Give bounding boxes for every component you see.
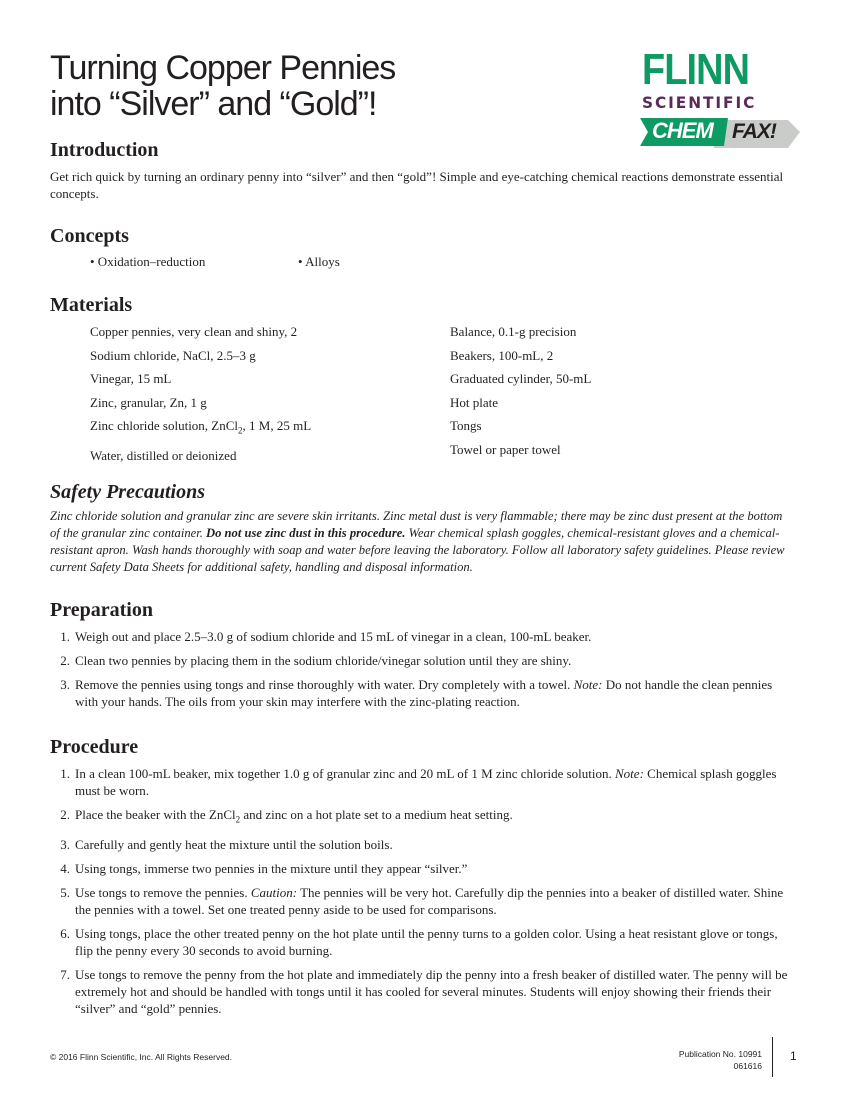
logo-fax: FAX! (732, 120, 776, 143)
material-item: Towel or paper towel (450, 441, 561, 457)
step-number: 1. (60, 766, 70, 781)
page-number: 1 (790, 1049, 797, 1063)
safety-text-part: Wear chemical splash goggles, chemical-resistant gloves and a chemical-resistant apron. Wash hands thoroughly with soap and water before leaving the laboratory. Follow all laboratory safety guidelines. Please review current Safety Data Sheets for additional safety, handling and disposal information. (50, 526, 785, 574)
step-number: 5. (60, 884, 70, 900)
introduction-text: Get rich quick by turning an ordinary penny into “silver” and then “gold”! Simple and eye-catching chemical reactions demonstrate essential concepts. (50, 169, 784, 201)
material-text: , 1 M, 25 mL (242, 418, 312, 434)
flinn-chemfax-logo (640, 45, 800, 152)
procedure-step (50, 765, 795, 799)
document-title (50, 50, 395, 122)
material-item: Hot plate (450, 394, 499, 410)
step-number: 4. (60, 860, 70, 876)
step-number: 2. (60, 807, 70, 822)
preparation-step (50, 628, 795, 645)
step-text: Clean two pennies by placing them in the sodium chloride/vinegar solution until they are shiny. (75, 653, 572, 668)
step-text: Using tongs, place the other treated penny on the hot plate until the penny turns to a golden color. Using a heat resistant glove or tongs, flip the penny every 30 seconds to avoid burning. (75, 925, 778, 958)
material-item: Tongs (450, 418, 482, 434)
concepts-heading: Concepts (50, 225, 129, 247)
material-item: Graduated cylinder, 50-mL (450, 371, 592, 387)
material-item: Zinc, granular, Zn, 1 g (90, 394, 207, 410)
concept-item: • Alloys (298, 254, 340, 269)
step-text: Chemical splash goggles must be worn. (75, 766, 777, 798)
procedure-step (50, 806, 795, 829)
logo-brand: FLINN (642, 45, 750, 94)
step-number: 2. (60, 653, 70, 668)
material-item: Sodium chloride, NaCl, 2.5–3 g (90, 347, 256, 363)
title-line-2: into “Silver” and “Gold”! (50, 85, 377, 123)
material-item: Copper pennies, very clean and shiny, 2 (90, 324, 298, 339)
step-number: 7. (60, 966, 70, 982)
preparation-step (50, 676, 795, 710)
procedure-step (50, 836, 795, 853)
materials-heading: Materials (50, 294, 133, 316)
step-text: In a clean 100-mL beaker, mix together 1.0 g of granular zinc and 20 mL of 1 M zinc chloride solution. (75, 766, 616, 781)
concept-item: • Oxidation–reduction (90, 254, 206, 269)
materials-list-right (450, 320, 591, 462)
material-item: Water, distilled or deionized (90, 447, 237, 463)
safety-text (50, 508, 790, 576)
safety-warning-bold: Do not use zinc dust in this procedure. (206, 526, 406, 540)
introduction-heading: Introduction (50, 139, 159, 161)
material-item: Vinegar, 15 mL (90, 371, 172, 387)
step-text: The pennies will be very hot. Carefully dip the pennies into a beaker of distilled water. Shine the pennies with a towel. Set one treated penny aside to be used for comparisons. (75, 884, 784, 917)
step-text: and zinc on a hot plate set to a medium heat setting. (240, 807, 513, 822)
step-text: Place the beaker with the ZnCl (75, 807, 236, 822)
procedure-step (50, 860, 795, 877)
step-number: 1. (60, 629, 70, 644)
safety-text-part: Zinc chloride solution and granular zinc are severe skin irritants. Zinc metal dust is very flammable; there may be zinc dust present at the bottom of the granular zinc container. (50, 509, 783, 540)
material-item (90, 414, 311, 443)
publication-number: Publication No. 10991 (678, 1049, 762, 1059)
step-note-label: Note: (573, 677, 603, 692)
logo-chem: CHEM (652, 118, 713, 143)
publication-code: 061616 (733, 1061, 762, 1071)
procedure-step (50, 966, 795, 1017)
copyright-notice: © 2016 Flinn Scientific, Inc. All Rights Reserved. (50, 1052, 233, 1062)
step-text: Using tongs, immerse two pennies in the mixture until they appear “silver.” (75, 860, 468, 876)
step-text: Do not handle the clean pennies with your hands. The oils from your skin may interfere with the zinc-plating reaction. (75, 677, 773, 709)
logo-subtitle: SCIENTIFIC (642, 93, 757, 112)
preparation-heading: Preparation (50, 599, 153, 621)
subscript: 2 (238, 425, 243, 436)
material-text: Zinc chloride solution, ZnCl (90, 418, 239, 434)
subscript: 2 (235, 814, 241, 825)
material-item: Beakers, 100-mL, 2 (450, 347, 554, 363)
procedure-heading: Procedure (50, 736, 139, 758)
procedure-step (50, 884, 795, 918)
preparation-step (50, 652, 795, 669)
materials-list-left (90, 320, 311, 467)
step-text: Use tongs to remove the penny from the hot plate and immediately dip the penny into a fresh beaker of distilled water. The penny will be extremely hot and should be handled with tongs until it has cooled for several minutes. Students will enjoy showing their friends their “silver” and “gold” pennies. (75, 966, 788, 1016)
safety-heading: Safety Precautions (50, 481, 205, 503)
material-item: Balance, 0.1-g precision (450, 324, 577, 339)
step-number: 3. (60, 836, 70, 852)
footer-divider (772, 1037, 773, 1077)
step-number: 3. (60, 677, 70, 692)
step-text: Use tongs to remove the pennies. (75, 884, 251, 900)
step-text: Remove the pennies using tongs and rinse thoroughly with water. Dry completely with a towel. (75, 677, 574, 692)
title-line-1: Turning Copper Pennies (50, 49, 396, 87)
step-text: Weigh out and place 2.5–3.0 g of sodium chloride and 15 mL of vinegar in a clean, 100-mL beaker. (75, 629, 592, 644)
step-text: Carefully and gently heat the mixture until the solution boils. (75, 836, 393, 852)
procedure-steps (50, 765, 795, 1024)
step-note-label: Note: (615, 766, 644, 781)
publication-info (660, 1048, 762, 1072)
step-caution-label: Caution: (250, 884, 298, 900)
procedure-step (50, 925, 795, 959)
preparation-steps (50, 628, 795, 717)
step-number: 6. (60, 925, 70, 941)
